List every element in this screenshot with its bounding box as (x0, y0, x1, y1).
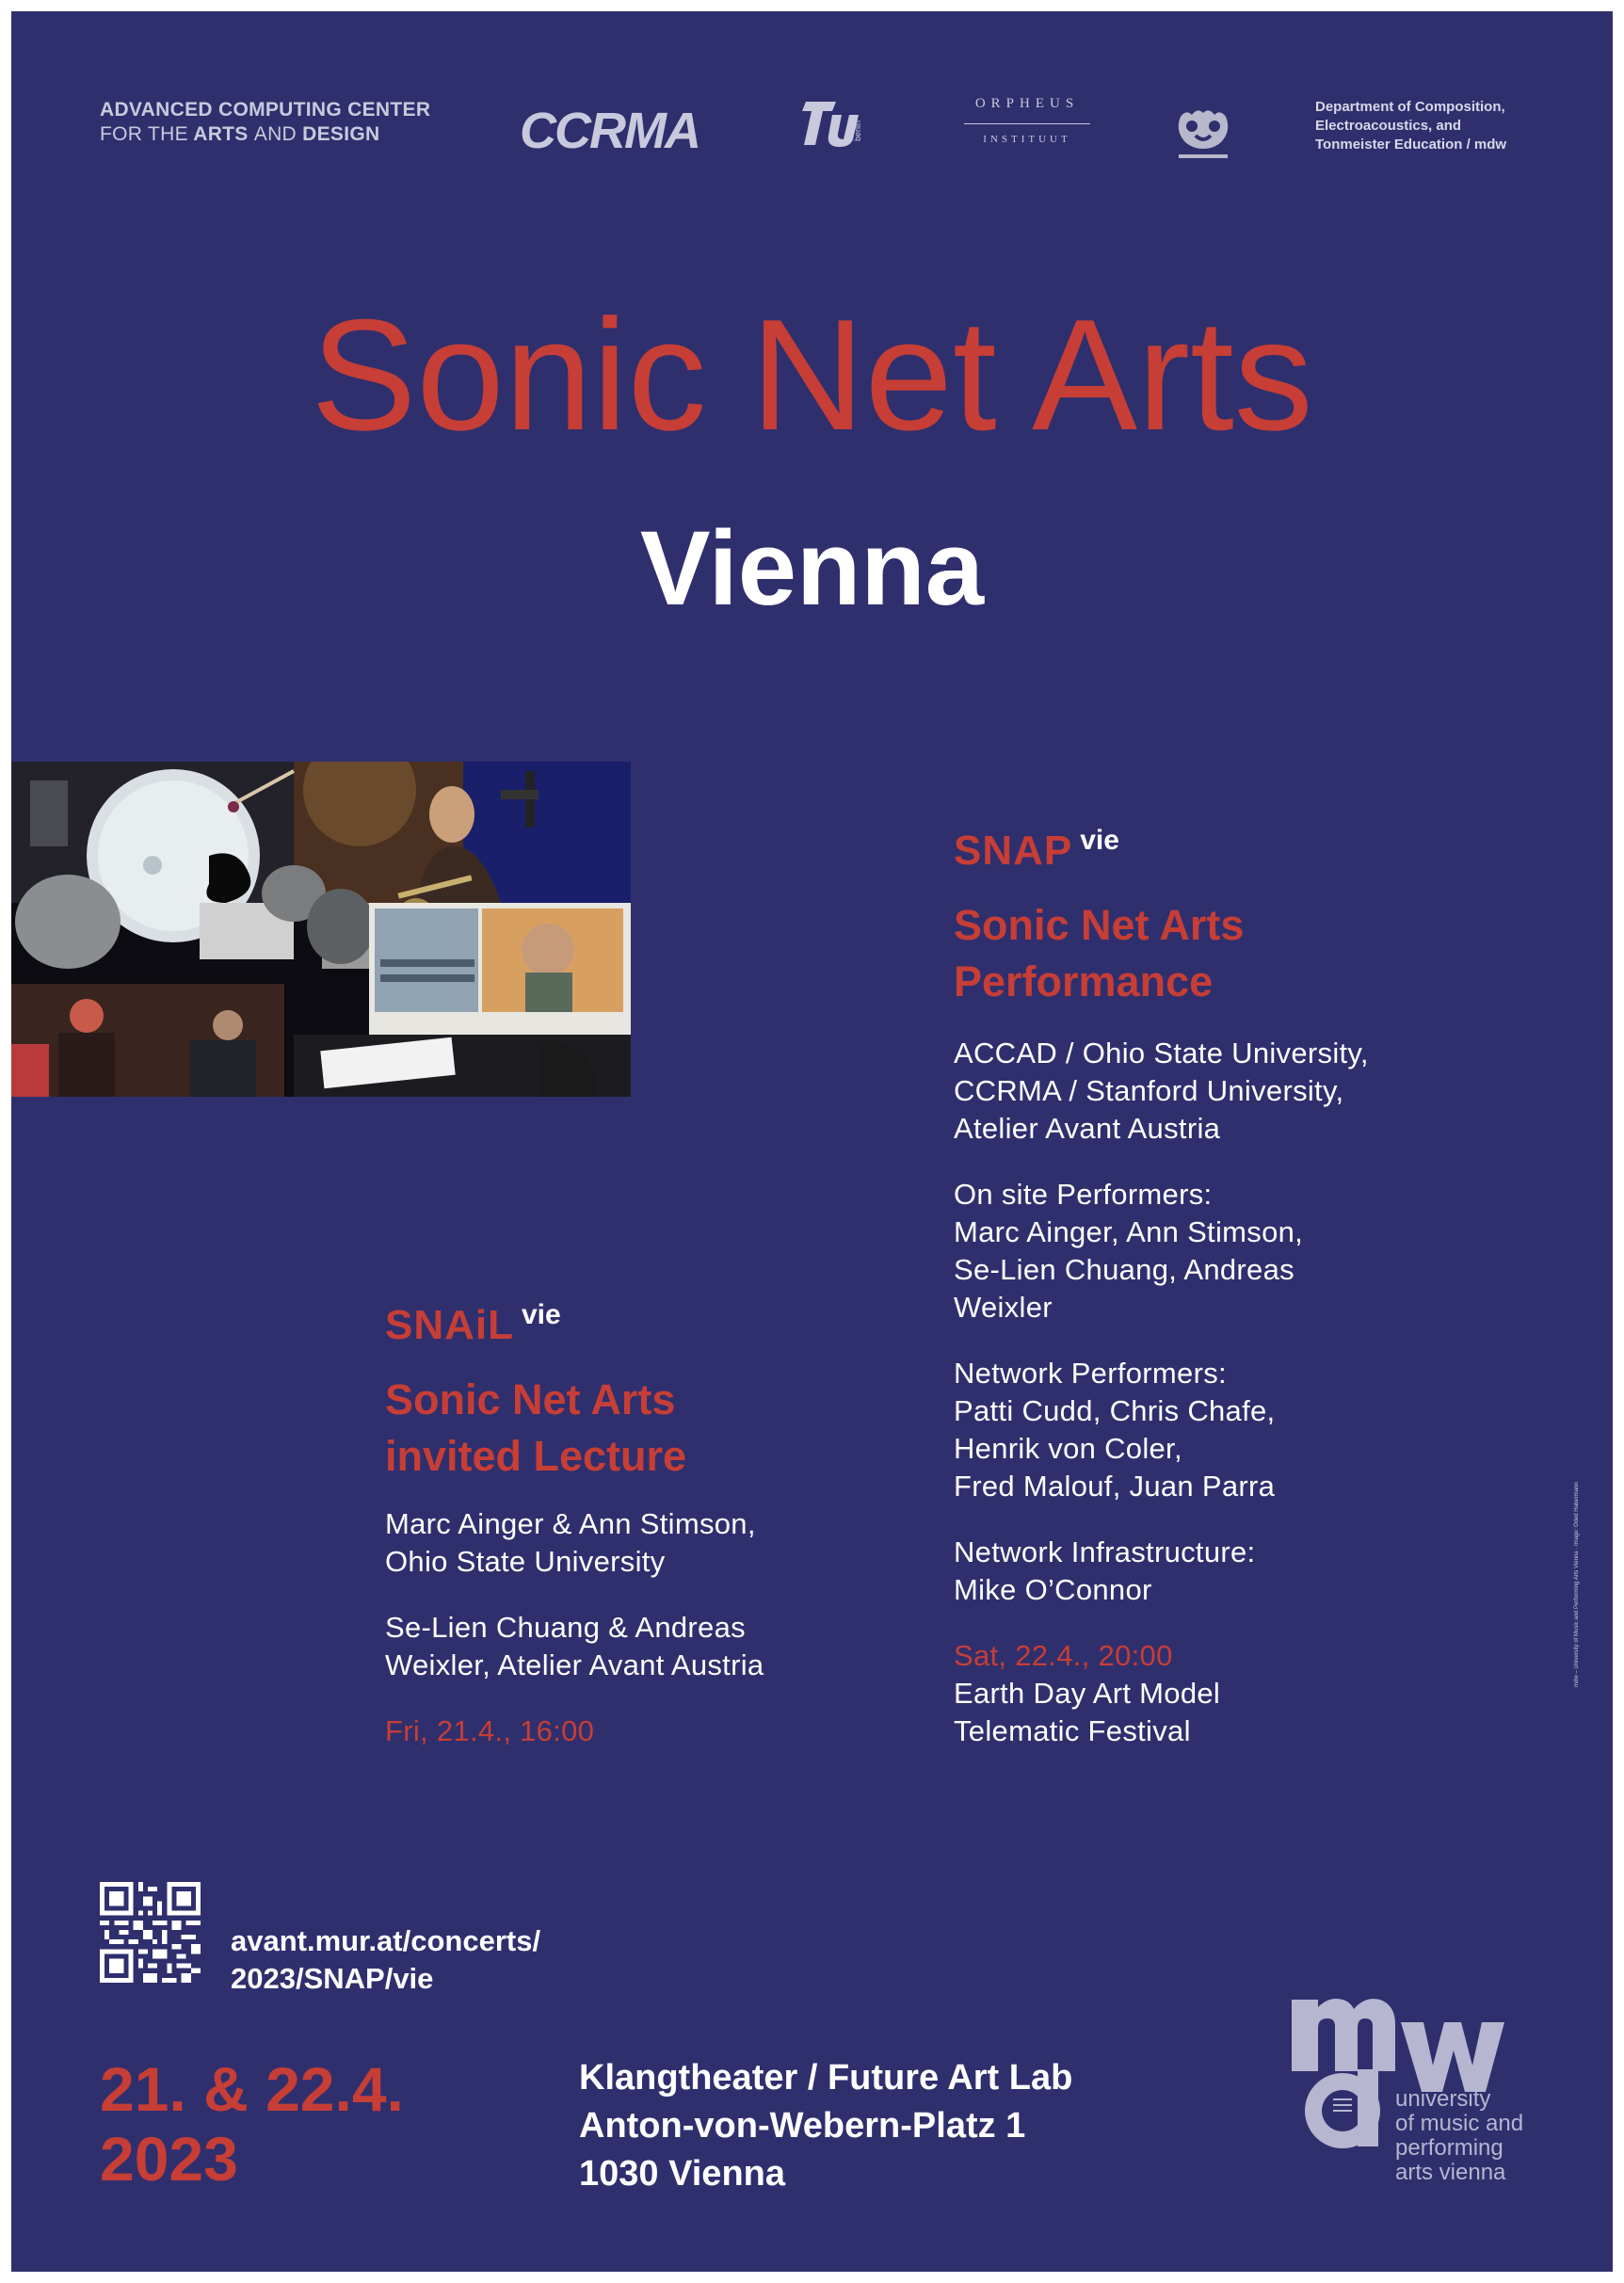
snail-heading: Sonic Net Arts invited Lecture (385, 1375, 687, 1480)
poster (11, 11, 1613, 2272)
svg-text:berlin: berlin (853, 120, 862, 141)
ccrma-logo: CCRMA (520, 103, 699, 159)
snap-brand: SNAP $^{vie}$ (954, 825, 1119, 874)
qr-code-icon[interactable] (100, 1882, 201, 1983)
orpheus-logo: ORPHEUS INSTITUUT (951, 96, 1103, 145)
accad-logo (100, 98, 430, 147)
snap-institutions: ACCAD / Ohio State University, CCRMA / Stanford University, Atelier Avant Austria (954, 1037, 1369, 1145)
snail-speakers-1: Marc Ainger & Ann Stimson, Ohio State University (385, 1507, 756, 1578)
accad-line1: ADVANCED COMPUTING CENTER (100, 99, 431, 121)
image-credit: mdw – University of Music and Performing Arts Vienna · Image: Oded Habermann (1574, 1482, 1580, 1687)
accad-line2: FOR THE ARTS AND DESIGN (100, 123, 380, 145)
orpheus-rule (964, 123, 1090, 124)
snap-section (954, 815, 1481, 1750)
snap-date: Sat, 22.4., 20:00 (954, 1639, 1173, 1672)
snail-speakers-2: Se-Lien Chuang & Andreas Weixler, Atelier Avant Austria (385, 1611, 764, 1681)
snail-brand: SNAiL $^{vie}$ (385, 1299, 561, 1348)
poster-title: Sonic Net Arts (311, 286, 1313, 463)
snap-event: Earth Day Art Model Telematic Festival (954, 1677, 1221, 1747)
venue-address: Klangtheater / Future Art Lab Anton-von-Webern-Platz 1 1030 Vienna (579, 2058, 1073, 2194)
mdw-name: university of music and performing arts vienna (1395, 2086, 1524, 2185)
emblem-logo (1167, 92, 1239, 164)
tu-berlin-logo (800, 96, 870, 151)
snail-date: Fri, 21.4., 16:00 (385, 1714, 595, 1747)
event-url[interactable]: avant.mur.at/concerts/ 2023/SNAP/vie (231, 1924, 541, 1995)
snail-section (385, 1290, 875, 1750)
performance-photo-collage (11, 762, 631, 1097)
snap-network-performers: Network Performers: Patti Cudd, Chris Chafe, Henrik von Coler, Fred Malouf, Juan Parra (954, 1357, 1276, 1503)
snap-onsite-performers: On site Performers: Marc Ainger, Ann Stimson, Se-Lien Chuang, Andreas Weixler (954, 1178, 1304, 1324)
event-dates: 21. & 22.4. 2023 (100, 2054, 404, 2194)
poster-subtitle: Vienna (639, 509, 985, 627)
department-logo: Department of Composition, Electroacoustics, and Tonmeister Education / mdw (1315, 99, 1507, 153)
snap-network-infrastructure: Network Infrastructure: Mike O’Connor (954, 1535, 1256, 1606)
snap-heading: Sonic Net Arts Performance (954, 901, 1245, 1005)
